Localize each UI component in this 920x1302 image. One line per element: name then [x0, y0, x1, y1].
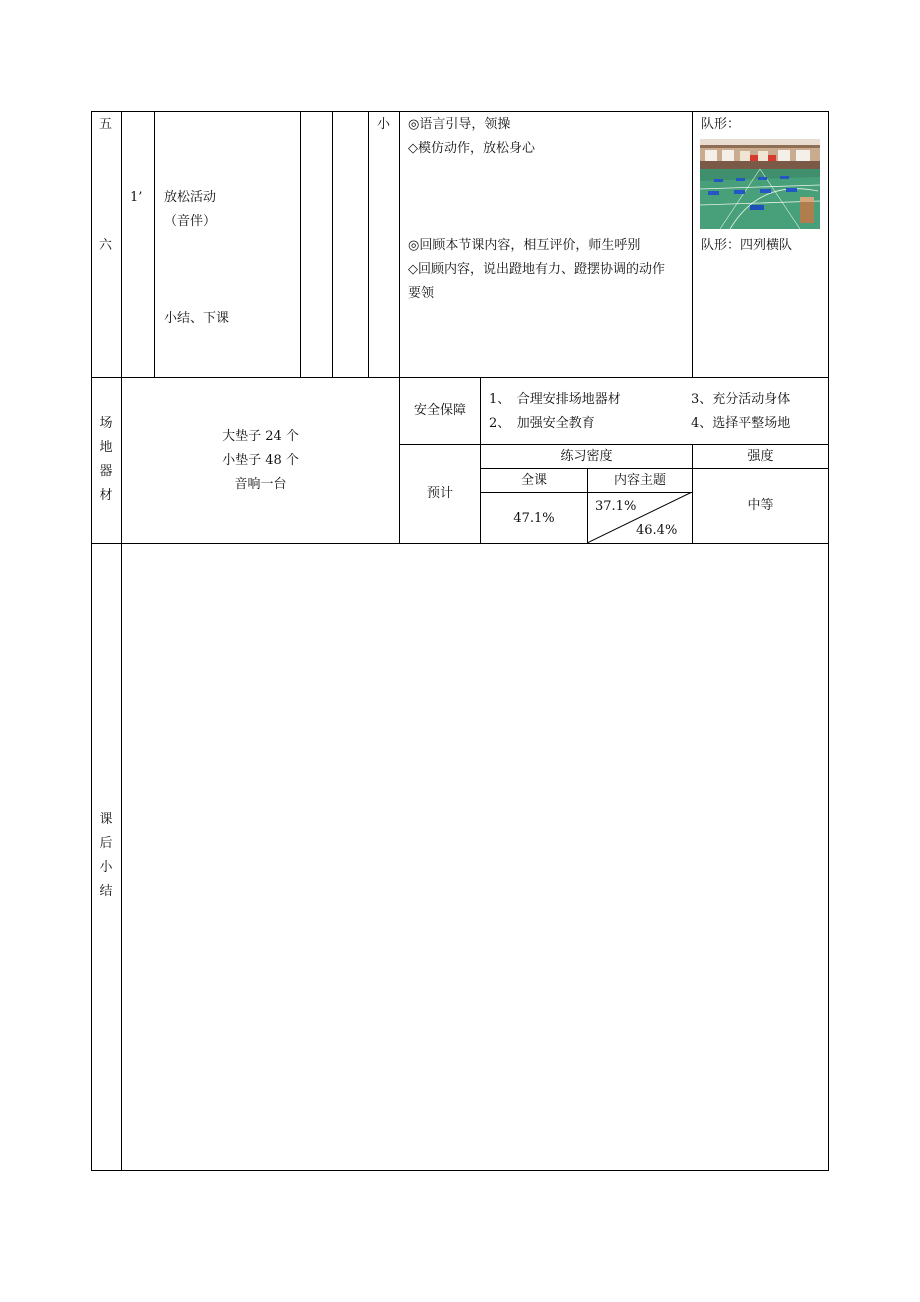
- intensity-small: 小: [377, 117, 391, 132]
- gym-formation-photo: [700, 139, 820, 229]
- summary-label-1: 课: [99, 812, 113, 827]
- safety-item-3: 3、充分活动身体: [691, 392, 791, 407]
- equipment-label-2: 地: [99, 440, 113, 455]
- whole-lesson-header: 全课: [520, 473, 547, 488]
- summary-label-2: 后: [99, 836, 113, 851]
- safety-item-4: 4、选择平整场地: [691, 416, 791, 431]
- equipment-label-3: 器: [99, 464, 113, 479]
- theme-density-2: 46.4%: [636, 523, 678, 538]
- theme-header: 内容主题: [613, 473, 666, 488]
- equipment-item-small-mat: 小垫子 48 个: [222, 453, 299, 468]
- section-number-top: 五: [99, 117, 113, 132]
- equipment-label-4: 材: [99, 488, 113, 503]
- safety-item-2: 2、 加强安全教育: [489, 416, 595, 431]
- summary-content-area[interactable]: [122, 544, 828, 1170]
- safety-label: 安全保障: [413, 403, 466, 418]
- method-line-5: 要领: [408, 286, 435, 301]
- method-line-4: ◇回顾内容，说出蹬地有力、蹬摆协调的动作: [408, 262, 665, 277]
- content-music: （音伴）: [164, 214, 217, 229]
- formation-label: 队形：: [701, 117, 741, 132]
- whole-lesson-density: 47.1%: [513, 511, 555, 526]
- method-line-3: ◎回顾本节课内容，相互评价，师生呼别: [408, 238, 641, 253]
- content-summary: 小结、下课: [164, 311, 230, 326]
- formation-text: 队形：四列横队: [701, 238, 793, 253]
- equipment-item-big-mat: 大垫子 24 个: [222, 429, 299, 444]
- intensity-header: 强度: [747, 449, 774, 464]
- forecast-label: 预计: [426, 486, 453, 501]
- summary-label-4: 结: [99, 884, 113, 899]
- method-line-1: ◎语言引导，领操: [408, 117, 511, 132]
- intensity-value: 中等: [747, 498, 774, 513]
- safety-item-1: 1、 合理安排场地器材: [489, 392, 621, 407]
- theme-density-1: 37.1%: [595, 499, 637, 514]
- density-header: 练习密度: [560, 449, 613, 464]
- summary-label-3: 小: [99, 860, 113, 875]
- equipment-label-1: 场: [99, 416, 113, 431]
- equipment-item-speaker: 音响一台: [234, 477, 287, 492]
- time-value: 1’: [130, 190, 143, 205]
- method-line-2: ◇模仿动作，放松身心: [408, 141, 535, 156]
- section-number-bottom: 六: [99, 238, 113, 253]
- content-relax: 放松活动: [164, 190, 217, 205]
